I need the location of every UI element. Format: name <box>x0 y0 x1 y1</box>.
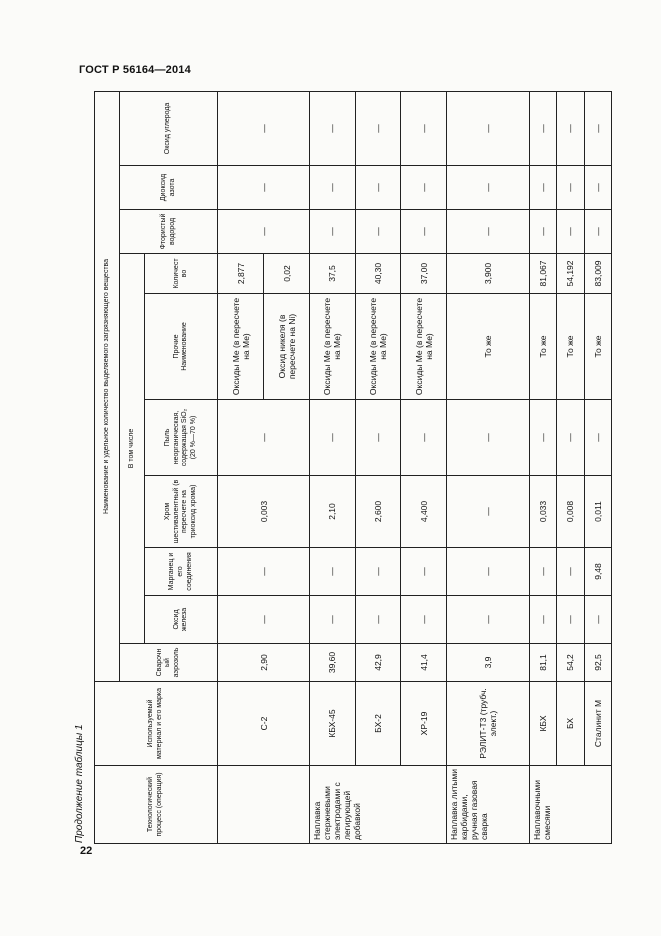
cell-aerosol: 81,1 <box>529 644 556 682</box>
header-dust: Пыль неорганическая, содержащая SiO₂ (20 %—70 %) <box>145 400 218 476</box>
cell-aerosol: 42,9 <box>355 644 401 682</box>
cell-chromium: 0,011 <box>584 476 612 548</box>
cell-other-name: То же <box>447 294 529 400</box>
cell-dust: — <box>584 400 612 476</box>
cell-co: — <box>584 91 612 165</box>
cell-iron-oxide: — <box>447 596 529 644</box>
cell-manganese: — <box>557 548 584 596</box>
cell-fluorides: — <box>355 210 401 254</box>
cell-fluorides: — <box>584 210 612 254</box>
cell-other-qty: 3,900 <box>447 254 529 294</box>
cell-chromium: 0,033 <box>529 476 556 548</box>
cell-dust: — <box>218 400 310 476</box>
standard-header: ГОСТ Р 56164—2014 <box>79 64 191 76</box>
cell-co: — <box>355 91 401 165</box>
cell-manganese: 9,48 <box>584 548 612 596</box>
cell-chromium: 4,400 <box>401 476 447 548</box>
header-other-name: Наименование <box>181 322 189 371</box>
emissions-table <box>94 91 612 844</box>
header-fluorides: Фтористый водород <box>120 210 218 254</box>
header-row <box>95 91 120 843</box>
table-row <box>584 91 612 843</box>
header-operation: Технологический процесс (операция) <box>95 766 218 844</box>
cell-dust: — <box>401 400 447 476</box>
cell-no2: — <box>218 166 310 210</box>
cell-co: — <box>309 91 355 165</box>
cell-other-qty: 37,00 <box>401 254 447 294</box>
cell-no2: — <box>557 166 584 210</box>
cell-co: — <box>529 91 556 165</box>
cell-chromium: 2,10 <box>309 476 355 548</box>
cell-fluorides: — <box>529 210 556 254</box>
cell-co: — <box>218 91 310 165</box>
cell-fluorides: — <box>401 210 447 254</box>
cell-co: — <box>447 91 529 165</box>
header-other-label: Прочие <box>172 334 180 359</box>
cell-other-name: Оксиды Ме (в пересчете на Ме) <box>401 294 447 400</box>
cell-operation: Наплавка литыми карбидами, ручная газовая сварка <box>447 766 529 844</box>
cell-material: РЭЛИТ-Т3 (трубч. элект.) <box>447 682 529 766</box>
header-no2: Диоксид азота <box>120 166 218 210</box>
header-manganese: Марганец и его соединения <box>145 548 218 596</box>
cell-aerosol: 3,9 <box>447 644 529 682</box>
cell-aerosol: 41,4 <box>401 644 447 682</box>
cell-other-name: То же <box>557 294 584 400</box>
cell-fluorides: — <box>218 210 310 254</box>
table-row <box>447 91 529 843</box>
cell-other-name: Оксиды Ме (в пересчете на Ме) <box>218 294 264 400</box>
cell-iron-oxide: — <box>557 596 584 644</box>
cell-other-qty: 40,30 <box>355 254 401 294</box>
cell-chromium: 0,003 <box>218 476 310 548</box>
cell-iron-oxide: — <box>355 596 401 644</box>
cell-other-qty: 0,02 <box>264 254 310 294</box>
cell-operation: Наплавочными смесями <box>529 766 611 844</box>
table-row <box>309 91 355 843</box>
cell-manganese: — <box>529 548 556 596</box>
cell-fluorides: — <box>309 210 355 254</box>
cell-chromium: 2,600 <box>355 476 401 548</box>
table-row <box>218 91 264 843</box>
cell-material: КБХ <box>529 682 556 766</box>
cell-manganese: — <box>355 548 401 596</box>
cell-manganese: — <box>309 548 355 596</box>
cell-other-name: То же <box>584 294 612 400</box>
cell-other-qty: 54,192 <box>557 254 584 294</box>
cell-aerosol: 54,2 <box>557 644 584 682</box>
cell-manganese: — <box>401 548 447 596</box>
cell-no2: — <box>584 166 612 210</box>
cell-chromium: 0,008 <box>557 476 584 548</box>
header-material: Используемый материал и его марка <box>95 682 218 766</box>
table-row <box>529 91 556 843</box>
cell-fluorides: — <box>557 210 584 254</box>
cell-iron-oxide: — <box>529 596 556 644</box>
cell-manganese: — <box>447 548 529 596</box>
rotated-table-container <box>94 92 612 844</box>
cell-dust: — <box>309 400 355 476</box>
header-pollutant-group: Наименование и удельное количество выделяемого загрязняющего вещества <box>95 91 120 681</box>
table-continuation-caption: Продолжение таблицы 1 <box>74 724 85 843</box>
cell-material: С-2 <box>218 682 310 766</box>
cell-material: ХР-19 <box>401 682 447 766</box>
cell-other-name: Оксиды Ме (в пересчете на Ме) <box>309 294 355 400</box>
table-row <box>557 91 584 843</box>
table-row <box>355 91 401 843</box>
cell-dust: — <box>447 400 529 476</box>
header-aerosol: Сварочный аэрозоль <box>120 644 218 682</box>
cell-aerosol: 92,5 <box>584 644 612 682</box>
cell-chromium: — <box>447 476 529 548</box>
cell-no2: — <box>355 166 401 210</box>
cell-material: КБХ-45 <box>309 682 355 766</box>
cell-no2: — <box>309 166 355 210</box>
cell-material: БХ-2 <box>355 682 401 766</box>
cell-operation: Наплавка стержневыми электродами с легирующей добавкой <box>309 766 446 844</box>
page-number: 22 <box>80 845 93 857</box>
cell-other-qty: 83,009 <box>584 254 612 294</box>
cell-iron-oxide: — <box>401 596 447 644</box>
cell-no2: — <box>447 166 529 210</box>
cell-dust: — <box>355 400 401 476</box>
cell-other-name: Оксид никеля (в пересчете на Ni) <box>264 294 310 400</box>
header-co: Оксид углерода <box>120 91 218 165</box>
cell-dust: — <box>529 400 556 476</box>
cell-iron-oxide: — <box>584 596 612 644</box>
cell-no2: — <box>529 166 556 210</box>
cell-manganese: — <box>218 548 310 596</box>
cell-material: Сталинит М <box>584 682 612 766</box>
header-other-qty: Количество <box>145 254 218 294</box>
cell-iron-oxide: — <box>309 596 355 644</box>
cell-iron-oxide: — <box>218 596 310 644</box>
cell-other-name: То же <box>529 294 556 400</box>
header-iron-oxide: Оксид железа <box>145 596 218 644</box>
cell-other-qty: 2,877 <box>218 254 264 294</box>
header-in-total: В том числе <box>120 254 145 644</box>
cell-co: — <box>401 91 447 165</box>
header-chromium: Хром шестивалентный (в пересчете на триоксид хрома) <box>145 476 218 548</box>
cell-material: БХ <box>557 682 584 766</box>
cell-aerosol: 2,90 <box>218 644 310 682</box>
cell-other-qty: 37,5 <box>309 254 355 294</box>
cell-other-name: Оксиды Ме (в пересчете на Ме) <box>355 294 401 400</box>
cell-no2: — <box>401 166 447 210</box>
header-other <box>145 294 218 400</box>
cell-operation <box>218 766 310 844</box>
table-row <box>401 91 447 843</box>
cell-co: — <box>557 91 584 165</box>
cell-other-qty: 81,067 <box>529 254 556 294</box>
cell-aerosol: 39,60 <box>309 644 355 682</box>
cell-fluorides: — <box>447 210 529 254</box>
cell-dust: — <box>557 400 584 476</box>
